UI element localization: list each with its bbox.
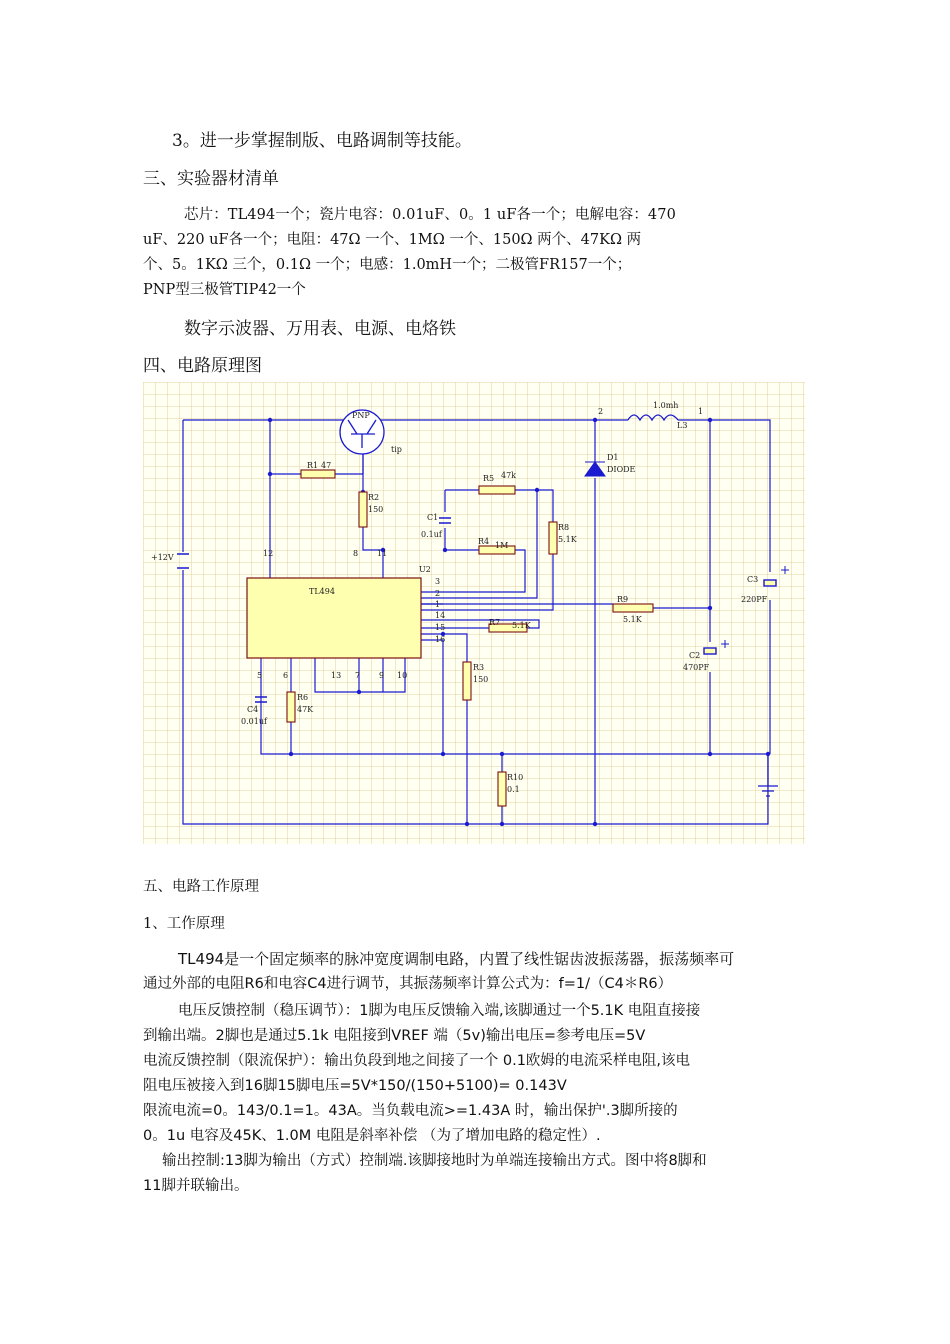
resistor-r10: [498, 772, 506, 806]
para-3-line-2: 阻电压被接入到16脚15脚电压=5V*150/(150+5100)= 0.143V: [143, 1078, 567, 1094]
label-r6: R6: [297, 693, 309, 702]
para-3-line-1: 电流反馈控制（限流保护）：输出负段到地之间接了一个 0.1欧姆的电流采样电阻,该电: [143, 1053, 691, 1069]
parts-line-1: 芯片：TL494一个；瓷片电容：0.01uF、0。1 uF各一个；电解电容：470: [184, 207, 676, 223]
para-1-line-1: TL494是一个固定频率的脉冲宽度调制电路，内置了线性锯齿波振荡器，振荡频率可: [178, 950, 735, 968]
label-r10-value: 0.1: [507, 785, 520, 794]
label-r7-value: 5.1K: [512, 621, 531, 630]
label-c4: C4: [247, 705, 259, 714]
section-4-title: 四、电路原理图: [143, 356, 262, 376]
label-r9-value: 5.1K: [623, 615, 642, 624]
label-pin-16: 16: [435, 635, 446, 644]
label-r1-value: 47: [321, 461, 332, 470]
circuit-schematic: [143, 382, 805, 844]
label-node-2: 2: [598, 407, 604, 416]
capacitor-c2: [704, 648, 716, 654]
subsection-1-title: 1、工作原理: [143, 916, 225, 932]
label-pin-3: 3: [435, 577, 441, 586]
label-pin-9: 9: [379, 671, 385, 680]
label-pin-8: 8: [353, 549, 359, 558]
label-c3-value: 220PF: [741, 595, 768, 604]
label-l3-value: 1.0mh: [653, 401, 679, 410]
para-1-line-2: 通过外部的电阻R6和电容C4进行调节，其振荡频率计算公式为：f=1/（C4＊R6）: [143, 976, 673, 992]
label-r6-value: 47K: [297, 705, 314, 714]
label-tip: tip: [391, 445, 402, 454]
label-l3: L3: [677, 421, 688, 430]
parts-line-3: 个、5。1KΩ 三个，0.1Ω 一个；电感：1.0mH一个；二极管FR157一个；: [143, 257, 632, 273]
label-pin-15: 15: [435, 623, 446, 632]
label-r10: R10: [507, 773, 524, 782]
label-c4-value: 0.01uf: [241, 717, 267, 726]
label-r1: R1: [307, 461, 319, 470]
label-r7: R7: [489, 618, 501, 627]
label-pin-13: 13: [331, 671, 342, 680]
label-pin-2: 2: [435, 589, 441, 598]
section-3-title: 三、实验器材清单: [143, 169, 279, 189]
label-r8-value: 5.1K: [558, 535, 577, 544]
label-pin-7: 7: [355, 671, 361, 680]
label-c1: C1: [427, 513, 439, 522]
label-r5: R5: [483, 474, 495, 483]
label-vin: +12V: [151, 553, 174, 562]
label-d1-value: DIODE: [607, 465, 636, 474]
label-c3: C3: [747, 575, 759, 584]
label-r5-value: 47k: [501, 471, 517, 480]
resistor-r5: [479, 486, 515, 494]
section-5-title: 五、电路工作原理: [143, 879, 259, 895]
label-c2-value: 470PF: [683, 663, 710, 672]
para-5-line-2: 11脚并联输出。: [143, 1178, 249, 1194]
para-4-line-2: 0。1u 电容及45K、1.0M 电阻是斜率补偿 （为了增加电路的稳定性）.: [143, 1128, 601, 1144]
label-c1-value: 0.1uf: [421, 530, 442, 539]
parts-line-2: uF、220 uF各一个；电阻：47Ω 一个、1MΩ 一个、150Ω 两个、47KΩ 两: [143, 232, 642, 248]
label-u2: U2: [419, 565, 431, 574]
label-pin-14: 14: [435, 611, 446, 620]
label-r3: R3: [473, 663, 485, 672]
label-pin-6: 6: [283, 671, 289, 680]
resistor-r9: [613, 604, 653, 612]
label-r2: R2: [368, 493, 380, 502]
label-node-1: 1: [698, 407, 704, 416]
label-pin-1: 1: [435, 600, 441, 609]
label-pin-10: 10: [397, 671, 408, 680]
para-2-line-2: 到输出端。2脚也是通过5.1k 电阻接到VREF 端（5v)输出电压=参考电压=5V: [143, 1028, 646, 1044]
label-c2: C2: [689, 651, 701, 660]
label-pin-11: 11: [377, 549, 388, 558]
resistor-r6: [287, 692, 295, 722]
label-pnp: PNP: [352, 411, 370, 420]
label-r2-value: 150: [368, 505, 384, 514]
label-r3-value: 150: [473, 675, 489, 684]
resistor-r2: [359, 492, 367, 527]
label-r4: R4: [478, 537, 490, 546]
parts-line-4: PNP型三极管TIP42一个: [143, 282, 306, 298]
label-r4-value: 1M: [495, 541, 509, 550]
label-r8: R8: [558, 523, 570, 532]
item-3: 3。进一步掌握制版、电路调制等技能。: [172, 131, 472, 151]
resistor-r3: [463, 662, 471, 700]
label-chip: TL494: [309, 587, 335, 596]
label-pin-5: 5: [257, 671, 263, 680]
label-pin-12: 12: [263, 549, 274, 558]
label-r9: R9: [617, 595, 629, 604]
para-5-line-1: 输出控制:13脚为输出（方式）控制端.该脚接地时为单端连接输出方式。图中将8脚和: [162, 1153, 707, 1169]
resistor-r1: [301, 470, 335, 478]
resistor-r8: [549, 522, 557, 554]
instruments: 数字示波器、万用表、电源、电烙铁: [184, 319, 456, 339]
capacitor-c3: [764, 580, 776, 586]
label-d1: D1: [607, 453, 619, 462]
para-4-line-1: 限流电流=0。143/0.1=1。43A。当负载电流>=1.43A 时，输出保护'.3脚所接的: [143, 1103, 678, 1119]
para-2-line-1: 电压反馈控制（稳压调节）：1脚为电压反馈输入端,该脚通过一个5.1K 电阻直接接: [178, 1003, 701, 1019]
